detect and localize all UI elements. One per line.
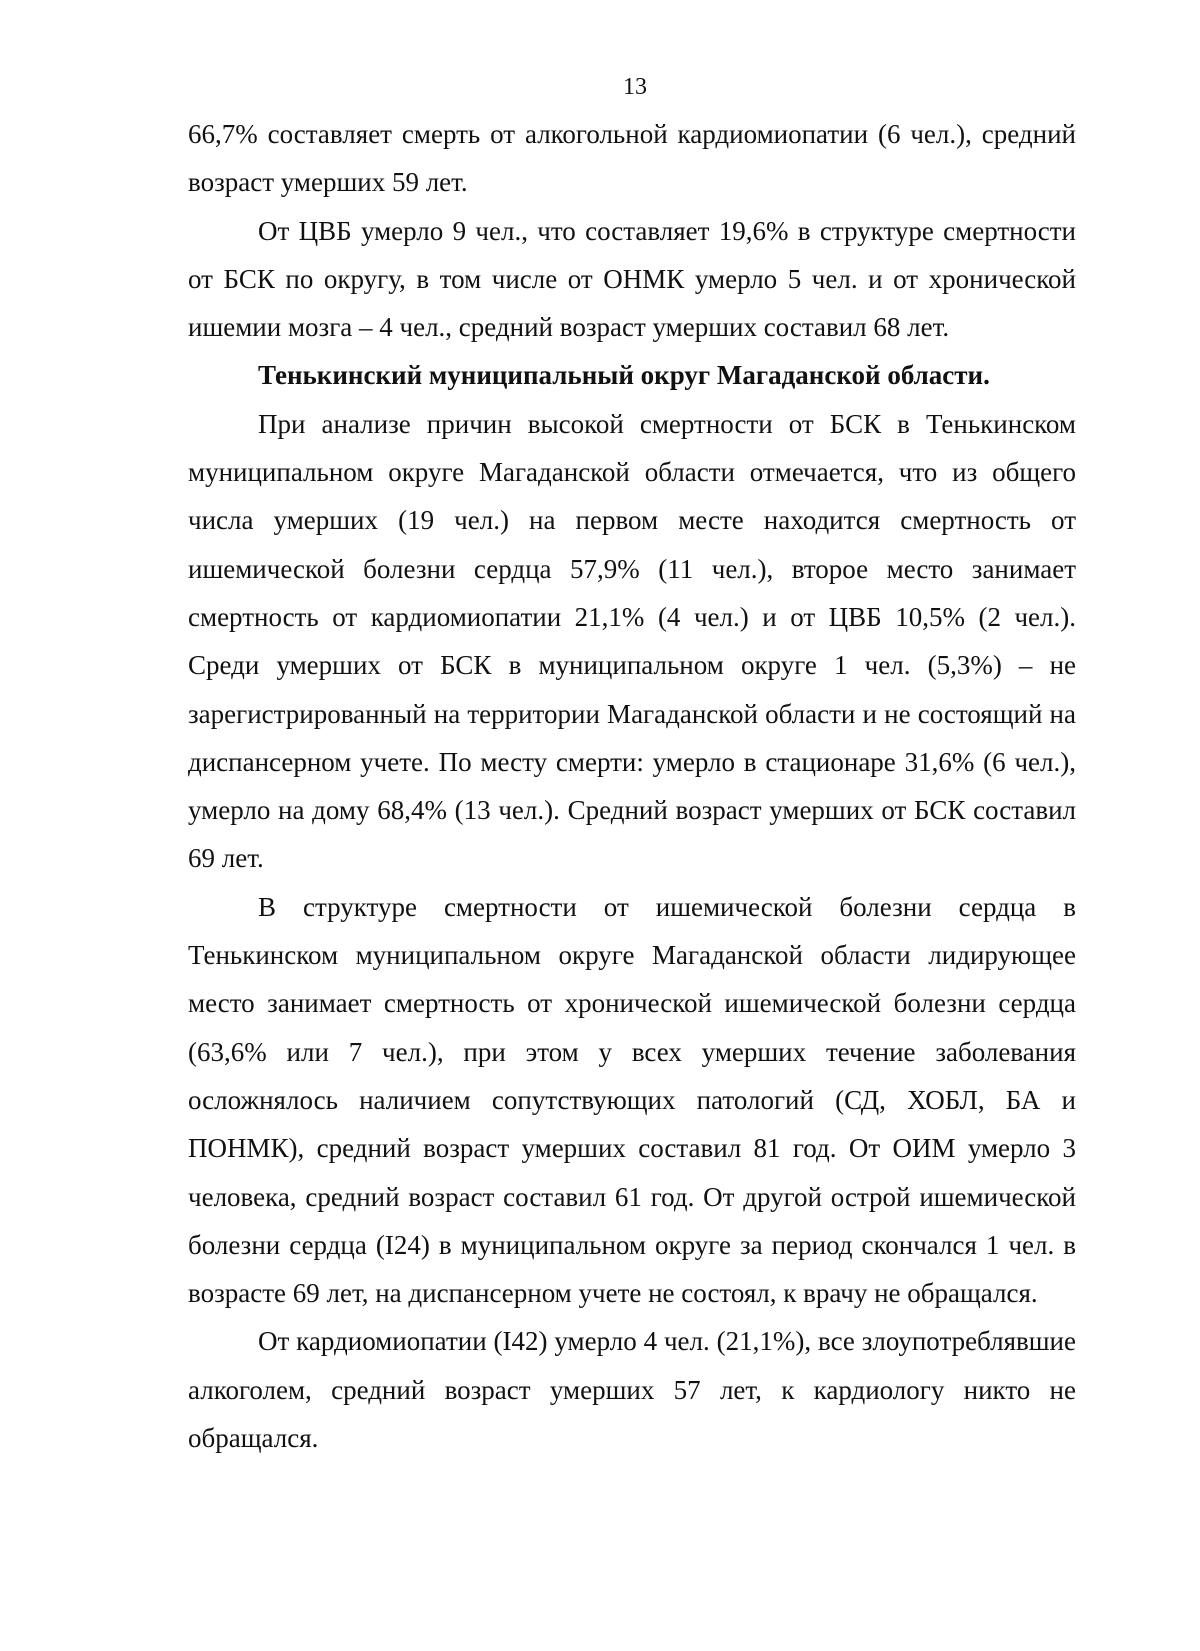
- paragraph-cardiomyopathy: От кардиомиопатии (I42) умерло 4 чел. (21,1%), все злоупотреблявшие алкоголем, средний возраст умерших 57 лет, к кардиологу никто не обращался.: [188, 1326, 1076, 1454]
- paragraph-analysis: При анализе причин высокой смертности от БСК в Тенькинском муниципальном округе Магаданской области отмечается, что из общего числа умерших (19 чел.) на первом месте находится смертность от ишемической болезни сердца 57,9% (11 чел.), второе место занимает смертность от кардиомиопатии 21,1% (4 чел.) и от ЦВБ 10,5% (2 чел.). Среди умерших от БСК в муниципальном округе 1 чел. (5,3%) – не зарегистрированный на территории Магаданской области и не состоящий на диспансерном учете. По месту смерти: умерло в стационаре 31,6% (6 чел.), умерло на дому 68,4% (13 чел.). Средний возраст умерших от БСК составил 69 лет.: [188, 408, 1076, 874]
- section-heading: Тенькинский муниципальный округ Магаданской области.: [258, 360, 990, 391]
- paragraph-cvb-mortality: От ЦВБ умерло 9 чел., что составляет 19,6% в структуре смертности от БСК по округу, в том числе от ОНМК умерло 5 чел. и от хронической ишемии мозга – 4 чел., средний возраст умерших составил 68 лет.: [188, 215, 1076, 343]
- paragraph-continuation: 66,7% составляет смерть от алкогольной кардиомиопатии (6 чел.), средний возраст умерших 59 лет.: [188, 119, 1076, 198]
- document-body: [188, 110, 1076, 1462]
- page-number: 13: [623, 74, 647, 100]
- paragraph-ihd-structure: В структуре смертности от ишемической болезни сердца в Тенькинском муниципальном округе Магаданской области лидирующее место занимает смертность от хронической ишемической болезни сердца (63,6% или 7 чел.), при этом у всех умерших течение заболевания осложнялось наличием сопутствующих патологий (СД, ХОБЛ, БА и ПОНМК), средний возраст умерших составил 81 год. От ОИМ умерло 3 человека, средний возраст составил 61 год. От другой острой ишемической болезни сердца (I24) в муниципальном округе за период скончался 1 чел. в возрасте 69 лет, на диспансерном учете не состоял, к врачу не обращался.: [188, 891, 1076, 1309]
